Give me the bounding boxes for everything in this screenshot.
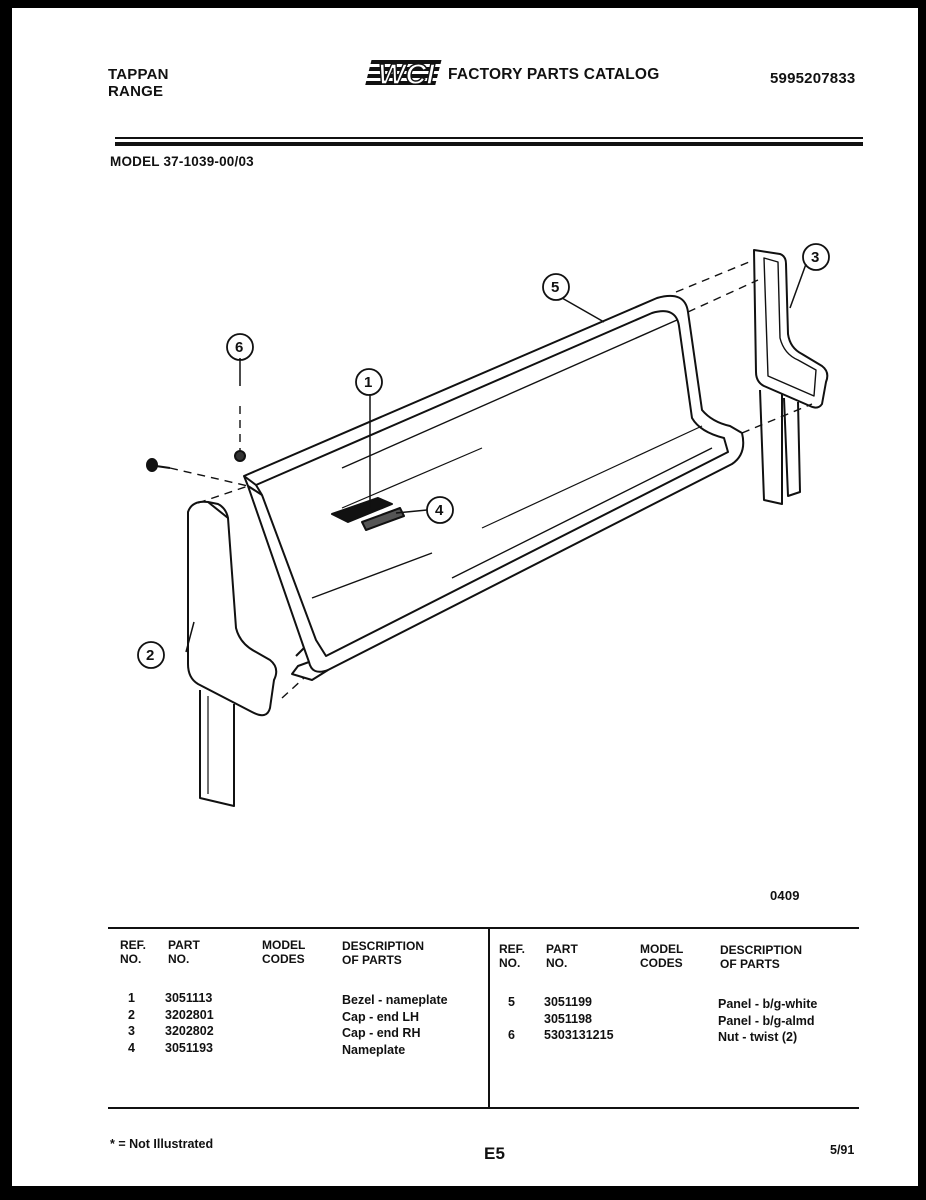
svg-text:5: 5	[551, 279, 560, 296]
right-ref-column	[508, 994, 515, 1044]
table-row-ref	[508, 1011, 515, 1028]
table-row-ref: 3	[128, 1024, 135, 1038]
col-header-model: MODEL CODES	[262, 938, 306, 966]
table-divider	[488, 929, 490, 1107]
catalog-page	[12, 8, 918, 1186]
svg-text:4: 4	[435, 502, 444, 519]
table-row-desc: Nameplate	[342, 1042, 406, 1057]
col-header-desc: DESCRIPTION OF PARTS	[342, 939, 425, 967]
table-row-ref: 2	[128, 1007, 135, 1022]
table-row-desc: Panel - b/g-almd	[718, 1013, 815, 1028]
col-header-desc-right: DESCRIPTION OF PARTS	[720, 943, 803, 971]
leader-lines	[186, 264, 806, 652]
right-part-column	[544, 994, 614, 1044]
end-cap-left-part-2	[188, 502, 276, 806]
catalog-number: 5995207833	[770, 70, 856, 87]
nameplate-assembly-parts-1-4	[332, 498, 404, 530]
left-ref-column	[128, 990, 135, 1056]
product-type: RANGE	[108, 83, 164, 100]
col-header-part-right: PART NO.	[546, 942, 578, 970]
logo-text: WCI	[378, 59, 435, 88]
left-desc-column	[342, 992, 448, 1058]
col-header-model-right: MODEL CODES	[640, 942, 684, 970]
callout-3	[803, 244, 829, 270]
table-row-part: 3051193	[165, 1040, 213, 1055]
table-row-ref: 1	[128, 991, 135, 1005]
backguard-panel-part-5	[244, 296, 743, 680]
col-header-ref: REF. NO.	[120, 938, 147, 966]
svg-text:2: 2	[146, 647, 155, 664]
callout-6	[227, 334, 253, 360]
table-row-part: 3202801	[165, 1007, 214, 1022]
table-row-part: 5303131215	[544, 1028, 614, 1042]
table-rule-bottom	[108, 1107, 859, 1109]
table-row-desc: Cap - end RH	[342, 1026, 421, 1040]
table-row-part: 3051198	[544, 1011, 592, 1026]
left-part-column	[165, 990, 214, 1056]
col-header-part: PART NO.	[168, 938, 200, 966]
callout-4	[427, 497, 453, 523]
table-row-part: 3051199	[544, 995, 592, 1009]
table-row-desc: Cap - end LH	[342, 1009, 420, 1024]
right-desc-column	[718, 996, 817, 1046]
table-row-desc: Bezel - nameplate	[342, 993, 448, 1007]
diagram-code: 0409	[770, 888, 800, 903]
table-row-ref: 6	[508, 1028, 515, 1042]
table-rule-top	[108, 927, 859, 929]
callout-2	[138, 642, 164, 668]
twist-nut-part-6	[147, 451, 245, 471]
col-header-ref-right: REF. NO.	[499, 942, 526, 970]
alignment-lines	[170, 260, 812, 698]
brand-name: TAPPAN	[108, 66, 169, 83]
table-row-ref: 5	[508, 995, 515, 1009]
catalog-title: FACTORY PARTS CATALOG	[448, 66, 660, 83]
svg-text:6: 6	[235, 339, 244, 356]
table-row-part: 3202802	[165, 1024, 214, 1038]
table-row-desc: Panel - b/g-white	[718, 997, 818, 1011]
table-row-part: 3051113	[165, 991, 213, 1005]
callout-1	[356, 369, 382, 395]
catalog-date: 5/91	[830, 1143, 855, 1157]
exploded-parts-diagram	[12, 8, 918, 908]
page-number: E5	[484, 1144, 506, 1163]
callout-5	[543, 274, 569, 300]
not-illustrated-note: * = Not Illustrated	[110, 1137, 214, 1151]
model-number: MODEL 37-1039-00/03	[110, 154, 254, 169]
svg-text:1: 1	[364, 374, 373, 391]
table-row-ref: 4	[128, 1040, 135, 1055]
table-row-desc: Nut - twist (2)	[718, 1030, 798, 1044]
end-cap-right-part-3	[754, 250, 827, 504]
svg-text:3: 3	[811, 249, 820, 266]
